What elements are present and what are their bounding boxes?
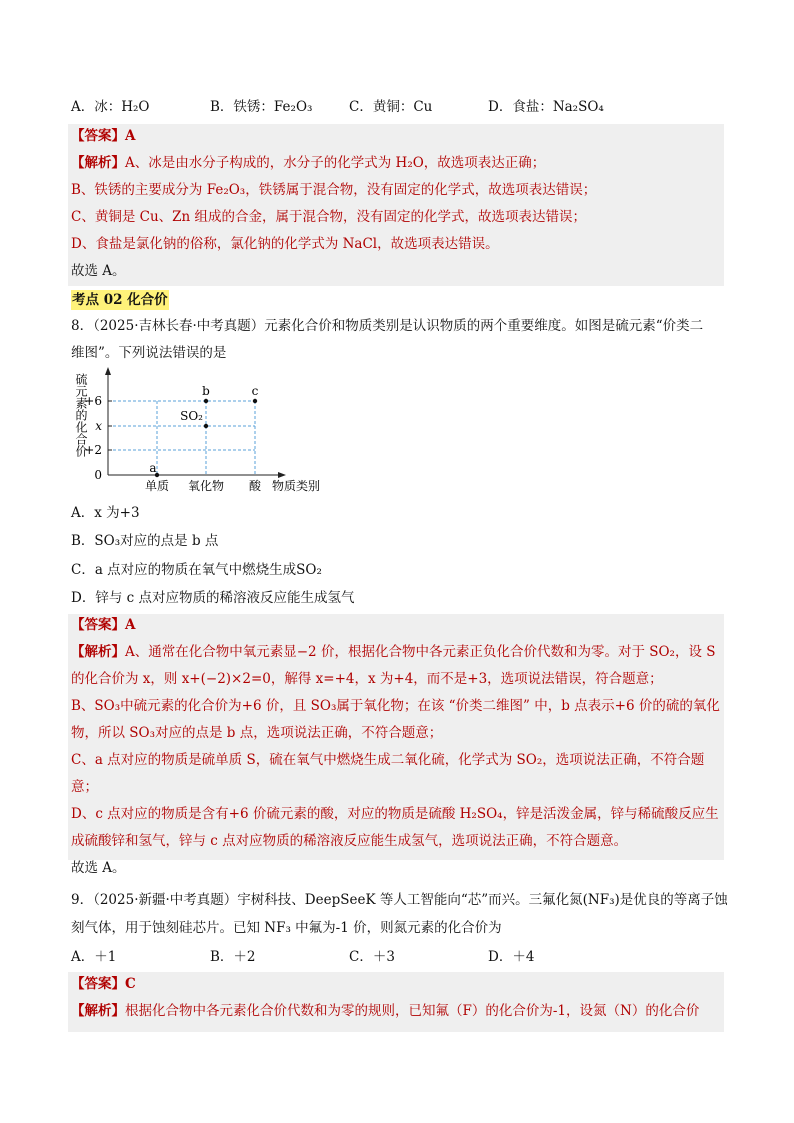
q8-choose: 故选 A。 bbox=[71, 860, 126, 876]
q9-option-c: C．＋3 bbox=[349, 949, 395, 965]
q8-explain-line-8: 成硫酸锌和氢气，锌与 c 点对应物质的稀溶液反应能生成氢气，选项说法正确，不符合题意。 bbox=[71, 833, 628, 849]
section-title: 考点 02 化合价 bbox=[72, 292, 168, 308]
x-category-label: 单质 bbox=[144, 479, 170, 493]
q8-explain-line-4: 物，所以 SO₃对应的点是 b 点，选项说法正确，不符合题意； bbox=[71, 725, 443, 741]
q8-explain-line-2: 的化合价为 x，则 x+(−2)×2=0，解得 x=+4，x 为+4，而不是+3，选项说法错误，符合题意； bbox=[71, 671, 663, 687]
point-c bbox=[253, 399, 257, 403]
q8-stem-line-1: 8．（2025·吉林长春·中考真题）元素化合价和物质类别是认识物质的两个重要维度。如图是硫元素“价类二 bbox=[71, 318, 704, 334]
q8-explain-line-5: C、a 点对应的物质是硫单质 S，硫在氧气中燃烧生成二氧化硫，化学式为 SO₂，选项说法正确，不符合题 bbox=[71, 752, 705, 768]
y-axis-label: 硫元素的化合价 bbox=[74, 373, 88, 457]
y-tick-label: 0 bbox=[94, 468, 102, 482]
y-tick-label: +6 bbox=[84, 394, 102, 408]
q9-explain-label: 【解析】 bbox=[71, 1003, 125, 1019]
q9-stem-line-2: 刻气体，用于蚀刻硅芯片。已知 NF₃ 中氟为-1 价，则氮元素的化合价为 bbox=[71, 920, 502, 936]
x-category-label: 酸 bbox=[248, 479, 262, 493]
x-category-labels bbox=[145, 478, 262, 493]
q8-explain-line-7: D、c 点对应的物质是含有+6 价硫元素的酸，对应的物质是硫酸 H₂SO₄，锌是活泼金属，锌与稀硫酸反应生 bbox=[71, 806, 719, 822]
q8-explain-line-3: B、SO₃中硫元素的化合价为+6 价，且 SO₃属于氧化物；在该 “价类二维图” 中，b 点表示+6 价的硫的氧化 bbox=[71, 698, 720, 714]
q7-option-c: C．黄铜：Cu bbox=[349, 99, 433, 115]
x-axis-arrow bbox=[278, 472, 286, 478]
y-axis-arrow bbox=[105, 367, 111, 375]
q7-explain-line-1: 【解析】A、冰是由水分子构成的，水分子的化学式为 H₂O，故选项表达正确； bbox=[71, 155, 546, 171]
q8-option-d: D．锌与 c 点对应物质的稀溶液反应能生成氢气 bbox=[71, 590, 355, 606]
q7-answer: 【答案】A bbox=[71, 128, 136, 144]
q7-option-d: D．食盐：Na₂SO₄ bbox=[488, 99, 604, 115]
q8-stem-line-2: 维图”。下列说法错误的是 bbox=[71, 345, 227, 361]
valence-class-chart bbox=[66, 365, 336, 495]
q9-stem-line-1: 9．（2025·新疆·中考真题）宇树科技、DeepSeeK 等人工智能向“芯”而兴。三氟化氮(NF₃)是优良的等离子蚀 bbox=[71, 892, 728, 908]
q9-option-a: A．＋1 bbox=[71, 949, 117, 965]
point-label: b bbox=[202, 384, 210, 398]
y-tick-label: +2 bbox=[84, 443, 102, 457]
q7-choose: 故选 A。 bbox=[71, 263, 126, 279]
chart-points bbox=[149, 384, 258, 477]
q9-explain-line-1: 【解析】根据化合物中各元素化合价代数和为零的规则，已知氟（F）的化合价为-1，设氮（N）的化合价 bbox=[71, 1003, 700, 1019]
q8-explain-line-1: 【解析】A、通常在化合物中氧元素显−2 价，根据化合物中各元素正负化合价代数和为零。对于 SO₂，设 S bbox=[71, 644, 716, 660]
q7-option-a: A．冰：H₂O bbox=[71, 99, 150, 115]
point-label: c bbox=[251, 384, 259, 398]
point-label: SO₂ bbox=[180, 409, 203, 423]
x-category-label: 氧化物 bbox=[187, 479, 225, 493]
q7-answer-box bbox=[68, 124, 724, 286]
q8-explain-label: 【解析】 bbox=[71, 644, 125, 660]
q9-option-d: D．＋4 bbox=[488, 949, 535, 965]
q9-answer: 【答案】C bbox=[71, 976, 136, 992]
q7-explain-label: 【解析】 bbox=[71, 155, 125, 171]
q7-explain-line-2: B、铁锈的主要成分为 Fe₂O₃，铁锈属于混合物，没有固定的化学式，故选项表达错误； bbox=[71, 182, 597, 198]
q7-explain-line-4: D、食盐是氯化钠的俗称，氯化钠的化学式为 NaCl，故选项表达错误。 bbox=[71, 236, 499, 252]
q8-option-a: A．x 为+3 bbox=[71, 505, 140, 521]
point-label: a bbox=[149, 461, 157, 475]
point-SO₂ bbox=[204, 424, 208, 428]
q8-option-b: B．SO₃对应的点是 b 点 bbox=[71, 533, 219, 549]
q8-answer: 【答案】A bbox=[71, 617, 136, 633]
y-tick-label: x bbox=[95, 419, 102, 433]
q7-option-b: B．铁锈：Fe₂O₃ bbox=[210, 99, 313, 115]
point-b bbox=[204, 399, 208, 403]
q9-option-b: B．＋2 bbox=[210, 949, 256, 965]
q7-explain-line-3: C、黄铜是 Cu、Zn 组成的合金，属于混合物，没有固定的化学式，故选项表达错误； bbox=[71, 209, 587, 225]
q8-explain-line-6: 意； bbox=[71, 779, 98, 795]
x-axis-label: 物质类别 bbox=[272, 479, 321, 493]
q8-option-c: C．a 点对应的物质在氧气中燃烧生成SO₂ bbox=[71, 562, 322, 578]
